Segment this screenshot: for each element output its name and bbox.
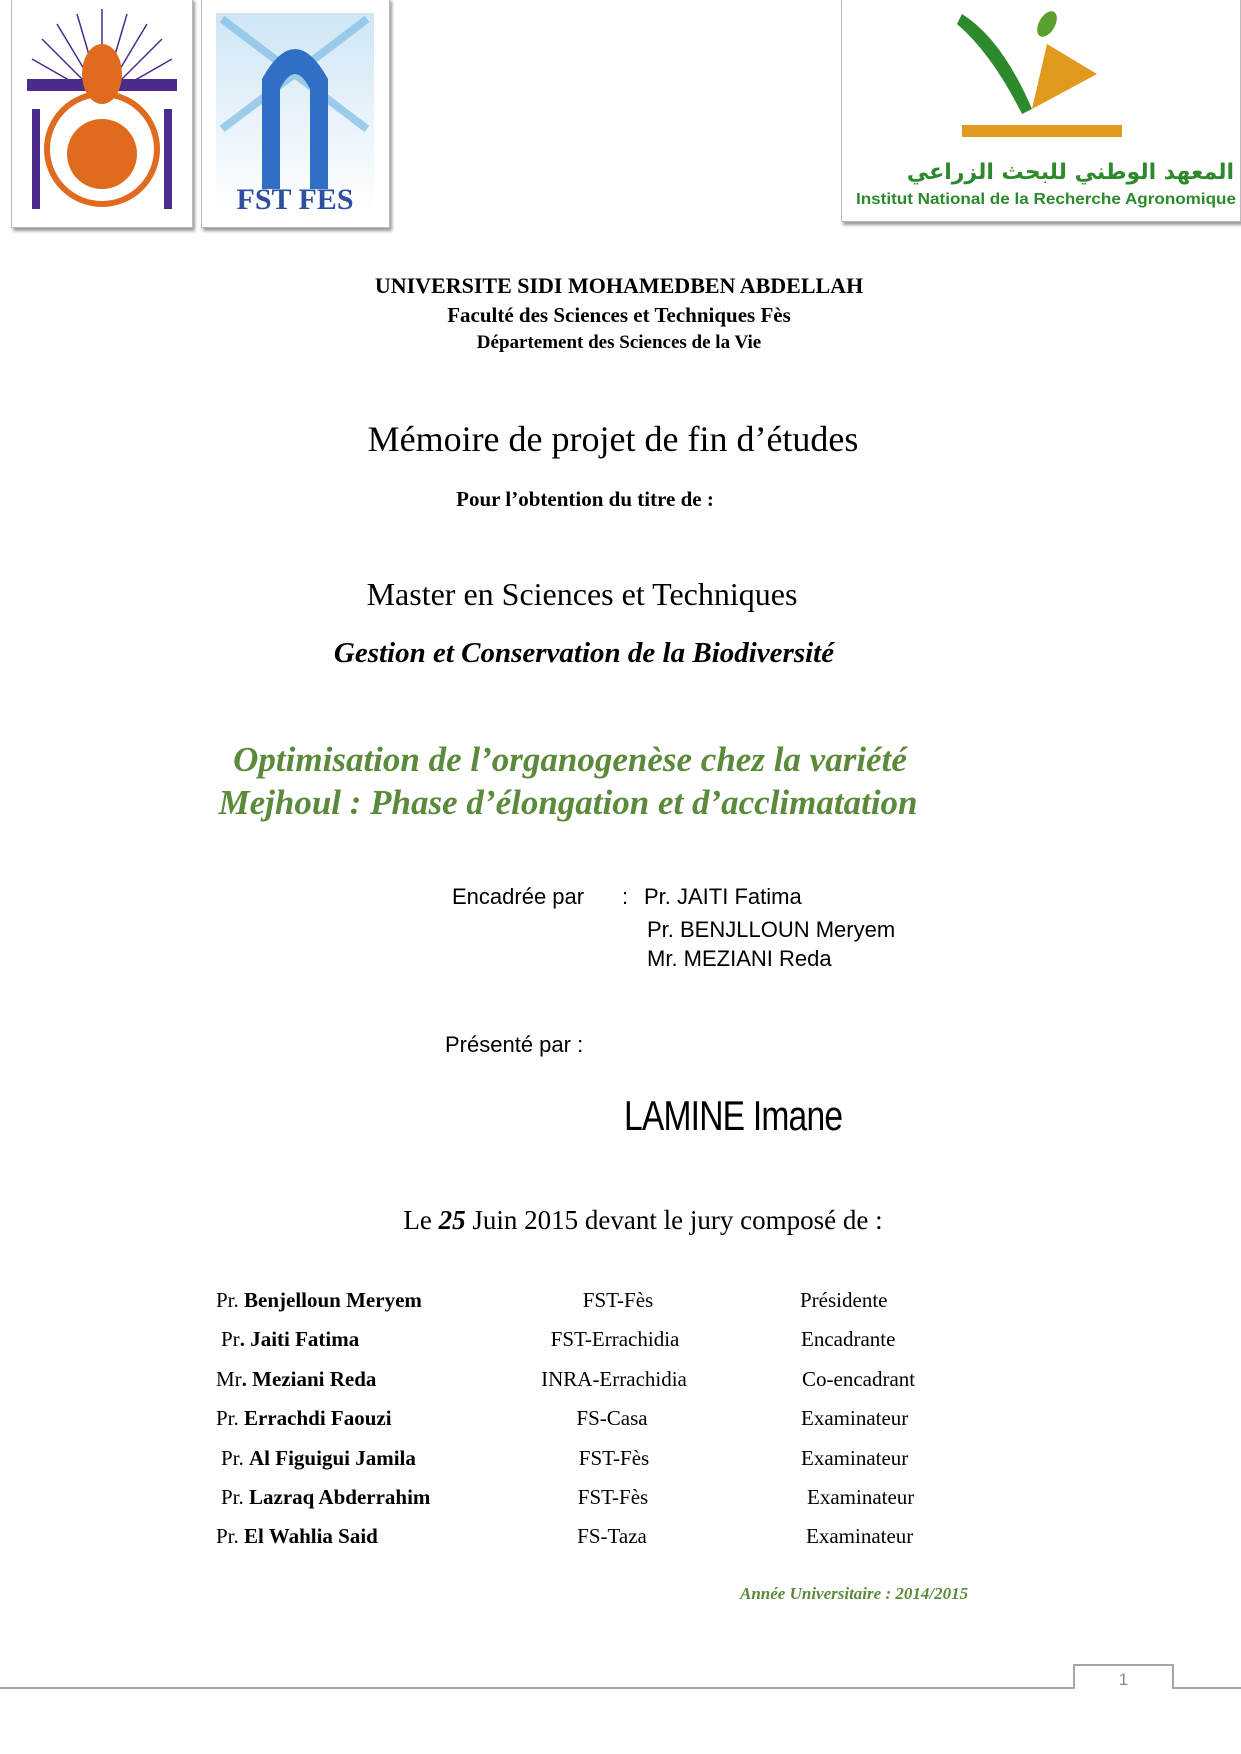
jury-name: . Jaiti Fatima [239, 1327, 360, 1351]
jury-institution: FST-Fès [578, 1446, 650, 1470]
university-name: UNIVERSITE SIDI MOHAMEDBEN ABDELLAH [374, 273, 864, 298]
memoire-subtitle: Pour l’obtention du titre de : [456, 487, 714, 511]
jury-member [216, 1406, 392, 1431]
jury-member [216, 1367, 376, 1392]
specialty: Gestion et Conservation de la Biodiversité [333, 637, 835, 669]
supervisor-name: Pr. JAITI Fatima [644, 884, 802, 909]
jury-row [0, 1288, 1241, 1318]
footer-line-left [0, 1687, 1073, 1689]
jury-member [221, 1446, 416, 1471]
jury-role: Examinateur [801, 1406, 909, 1430]
jury-row [0, 1524, 1241, 1554]
jury-role: Examinateur [806, 1524, 914, 1548]
jury-row [0, 1327, 1241, 1357]
supervisor-name: Pr. BENJLLOUN Meryem [647, 917, 896, 942]
jury-title: Pr. [216, 1288, 245, 1312]
jury-institution: INRA-Errachidia [541, 1367, 687, 1391]
jury-row [0, 1446, 1241, 1476]
fst-logo-text: FST FES [236, 183, 354, 216]
jury-member [221, 1485, 430, 1510]
footer-line-right [1172, 1687, 1241, 1689]
defense-suffix: Juin 2015 devant le jury composé de : [465, 1205, 883, 1235]
jury-institution: FST-Errachidia [550, 1327, 680, 1351]
fst-fes-logo [201, 0, 390, 228]
thesis-title-line-1: Optimisation de l’organogenèse chez la variété [233, 740, 907, 779]
inra-french-text: Institut National de la Recherche Agronomique [856, 191, 1237, 208]
jury-institution: FS-Casa [576, 1406, 648, 1430]
jury-name: . Meziani Reda [241, 1367, 377, 1391]
jury-name: Lazraq Abderrahim [249, 1485, 431, 1509]
jury-institution: FST-Fès [582, 1288, 654, 1312]
jury-name: Errachdi Faouzi [244, 1406, 392, 1430]
jury-row [0, 1406, 1241, 1436]
jury-title: Pr. [221, 1446, 250, 1470]
inra-logo [841, 0, 1241, 222]
jury-institution: FS-Taza [577, 1524, 647, 1548]
presenter-label: Présenté par : [445, 1032, 584, 1057]
jury-role: Examinateur [801, 1446, 909, 1470]
jury-role: Examinateur [807, 1485, 915, 1509]
jury-title: Pr. [216, 1524, 245, 1548]
faculty-name: Faculté des Sciences et Techniques Fès [447, 303, 791, 327]
supervisors-colon: : [622, 884, 629, 909]
defense-date [403, 1205, 882, 1236]
degree: Master en Sciences et Techniques [366, 576, 798, 612]
memoire-title: Mémoire de projet de fin d’études [367, 419, 859, 459]
defense-day: 25 [438, 1205, 466, 1235]
department-name: Département des Sciences de la Vie [476, 332, 762, 353]
jury-row [0, 1485, 1241, 1515]
jury-role: Encadrante [801, 1327, 896, 1351]
defense-prefix: Le [403, 1205, 439, 1235]
jury-name: Benjelloun Meryem [244, 1288, 422, 1312]
jury-title: Mr [216, 1367, 242, 1391]
jury-title: Pr. [216, 1406, 245, 1430]
jury-member [216, 1288, 422, 1313]
jury-title: Pr [221, 1327, 240, 1351]
jury-institution: FST-Fès [577, 1485, 649, 1509]
page-number: 1 [1073, 1664, 1174, 1689]
jury-member [216, 1524, 378, 1549]
academic-year: Année Universitaire : 2014/2015 [740, 1584, 969, 1603]
usmba-logo [11, 0, 193, 228]
inra-arabic-text: المعهد الوطني للبحث الزراعي [906, 160, 1234, 185]
jury-role: Co-encadrant [802, 1367, 916, 1391]
jury-member [221, 1327, 359, 1352]
presenter-name: LAMINE Imane [624, 1092, 843, 1139]
jury-role: Présidente [800, 1288, 888, 1312]
jury-title: Pr. [221, 1485, 250, 1509]
jury-name: Al Figuigui Jamila [249, 1446, 416, 1470]
thesis-title-line-2: Mejhoul : Phase d’élongation et d’acclimatation [218, 783, 918, 822]
supervisor-name: Mr. MEZIANI Reda [647, 946, 832, 971]
supervisors-label: Encadrée par [452, 884, 585, 909]
jury-name: El Wahlia Said [244, 1524, 378, 1548]
jury-row [0, 1367, 1241, 1397]
